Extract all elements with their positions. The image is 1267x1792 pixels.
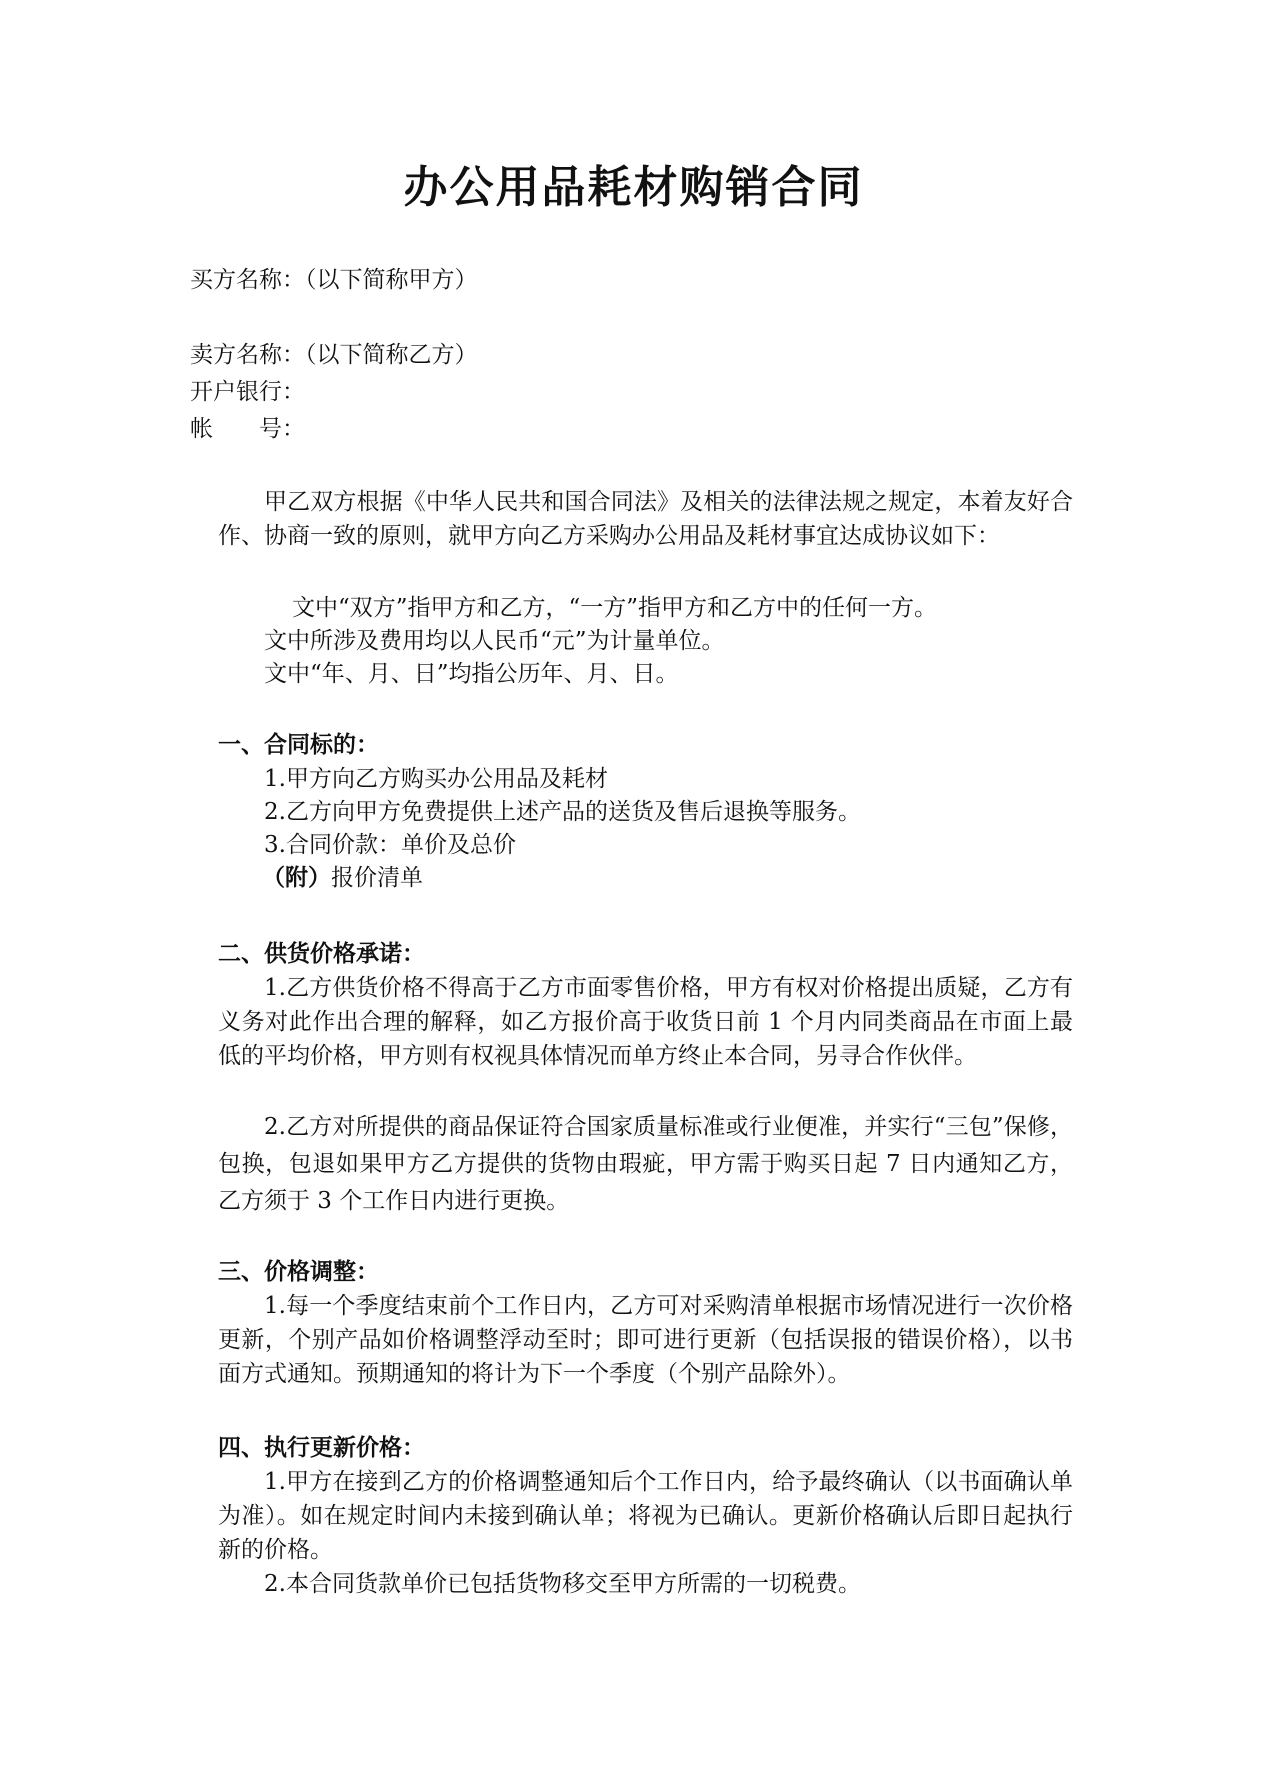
page-title: 办公用品耗材购销合同 <box>403 162 864 213</box>
section-2-heading: 二、供货价格承诺： <box>218 941 425 967</box>
definition-currency: 文中所涉及费用均以人民币“元”为计量单位。 <box>264 628 725 654</box>
section-2-paragraph-1: 1.乙方供货价格不得高于乙方市面零售价格，甲方有权对价格提出质疑，乙方有义务对此作出合理的解释，如乙方报价高于收货日前 1 个月内同类商品在市面上最低的平均价格，甲方则有权视具体情况而单方终止本合同，另寻合作伙伴。 <box>218 975 1073 1069</box>
account-label-char1: 帐 <box>190 416 213 442</box>
attachment-text: 报价清单 <box>331 865 423 891</box>
definition-dates: 文中“年、月、日”均指公历年、月、日。 <box>264 661 679 687</box>
section-4-paragraph-1: 1.甲方在接到乙方的价格调整通知后个工作日内，给予最终确认（以书面确认单为准）。如在规定时间内未接到确认单；将视为已确认。更新价格确认后即日起执行新的价格。 <box>218 1469 1073 1563</box>
section-1-attachment <box>262 861 423 895</box>
section-2-paragraph-2: 2.乙方对所提供的商品保证符合国家质量标准或行业便准，并实行“三包”保修，包换，包退如果甲方乙方提供的货物由瑕疵，甲方需于购买日起 7 日内通知乙方，乙方须于 3 个工作日内进行更换。 <box>218 1114 1073 1214</box>
bank-line: 开户银行： <box>190 379 305 405</box>
section-1-item-1: 1.甲方向乙方购买办公用品及耗材 <box>264 766 608 792</box>
section-3-paragraph-1: 1.每一个季度结束前个工作日内，乙方可对采购清单根据市场情况进行一次价格更新，个别产品如价格调整浮动至时；即可进行更新（包括误报的错误价格），以书面方式通知。预期通知的将计为下一个季度（个别产品除外）。 <box>218 1293 1073 1387</box>
account-line <box>190 412 305 446</box>
section-3-heading: 三、价格调整： <box>218 1259 379 1285</box>
seller-name-line: 卖方名称：（以下简称乙方） <box>190 342 478 368</box>
section-1-item-2: 2.乙方向甲方免费提供上述产品的送货及售后退换等服务。 <box>264 799 861 825</box>
preamble-paragraph: 甲乙双方根据《中华人民共和国合同法》及相关的法律法规之规定，本着友好合作、协商一致的原则，就甲方向乙方采购办公用品及耗材事宜达成协议如下： <box>218 489 1073 549</box>
attachment-prefix: （附） <box>262 865 331 891</box>
buyer-name-line: 买方名称：（以下简称甲方） <box>190 267 478 293</box>
section-4-paragraph-2: 2.本合同货款单价已包括货物移交至甲方所需的一切税费。 <box>264 1571 861 1597</box>
definition-parties: 文中“双方”指甲方和乙方，“一方”指甲方和乙方中的任何一方。 <box>292 595 938 621</box>
account-label-char2: 号： <box>259 416 305 442</box>
section-4-heading: 四、执行更新价格： <box>218 1435 425 1461</box>
section-1-item-3: 3.合同价款：单价及总价 <box>264 832 516 858</box>
section-1-heading: 一、合同标的： <box>218 732 379 758</box>
